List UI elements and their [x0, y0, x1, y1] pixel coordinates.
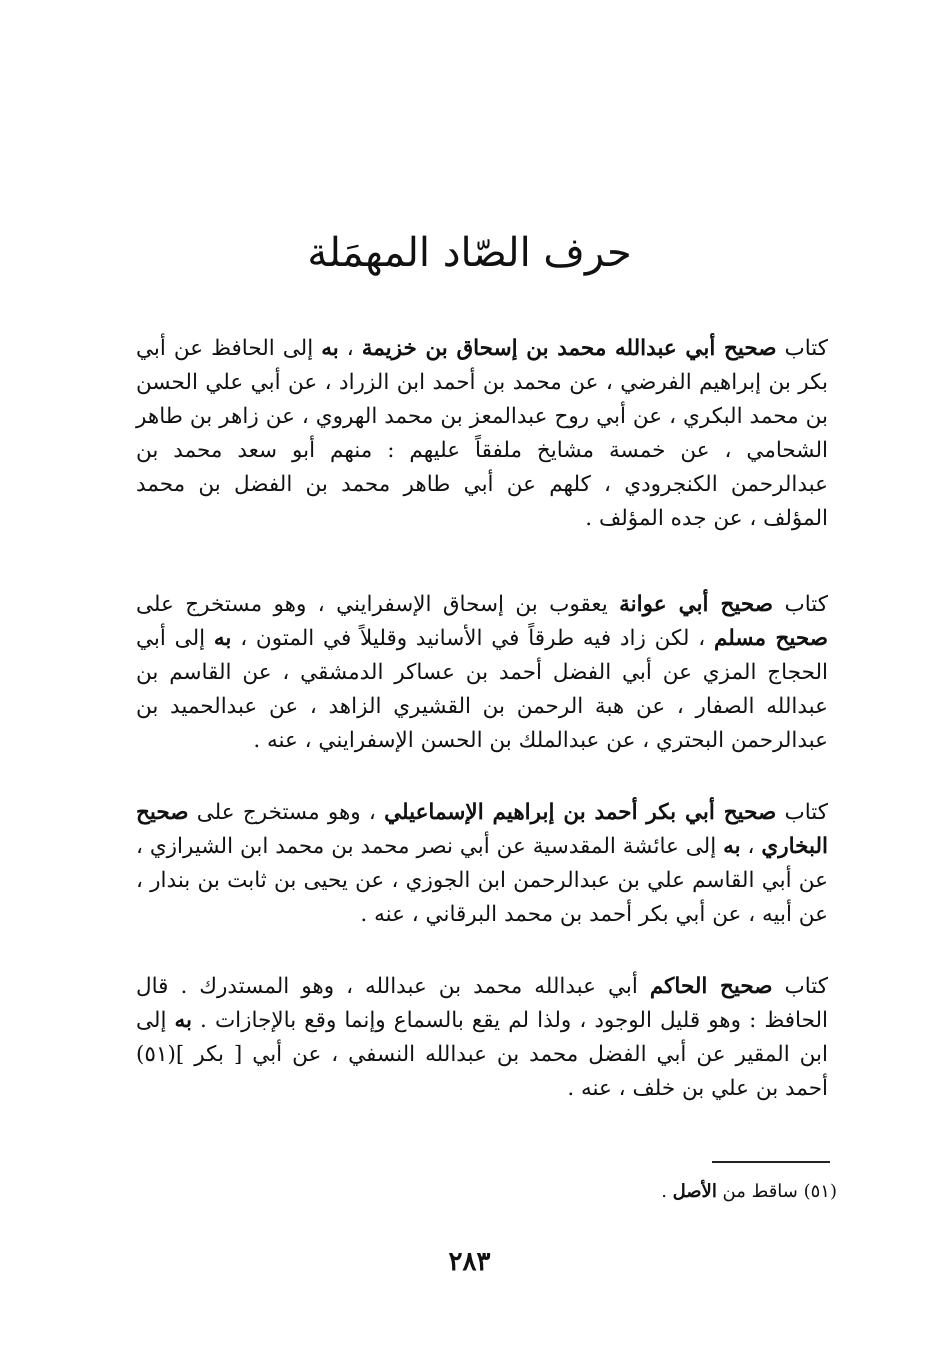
footnote: [661, 1178, 837, 1206]
entry-sahih-ibn-khuzayma: [136, 332, 828, 536]
referenced-book-title: صحيح مسلم: [713, 626, 828, 651]
chain-label: به: [321, 336, 339, 361]
footnote-text: (٥١) ساقط من: [716, 1181, 837, 1202]
entry-text: يعقوب بن إسحاق الإسفرايني ، وهو مستخرج على: [136, 592, 620, 617]
entry-intro: كتاب: [776, 800, 829, 825]
footnote-bold: الأصل: [672, 1181, 717, 1202]
entry-intro: كتاب: [773, 592, 828, 617]
separator: ،: [338, 336, 362, 361]
book-title: صحيح أبي عبدالله محمد بن إسحاق بن خزيمة: [361, 336, 777, 361]
entry-text: أبي عبدالله محمد بن عبدالله ، وهو المستدرك . قال الحافظ : وهو قليل الوجود ، ولذا لم يقع بالسماع وإنما وقع بالإجازات .: [136, 974, 828, 1033]
entry-sahih-abi-awana: [136, 588, 828, 758]
entry-text: إلى أبي الحجاج المزي عن أبي الفضل أحمد بن عساكر الدمشقي ، عن القاسم بن عبدالله الصفار ، عن هبة الرحمن بن القشيري الزاهد ، عن عبدالحميد بن عبدالرحمن البحتري ، عن عبدالملك بن الحسن الإسفرايني ، عنه .: [136, 626, 828, 753]
book-title: صحيح أبي عوانة: [619, 592, 774, 617]
book-title: صحيح أبي بكر أحمد بن إبراهيم الإسماعيلي: [384, 800, 777, 825]
chain-label: به: [723, 834, 741, 859]
referenced-book-title: صحيح البخاري: [136, 800, 829, 859]
entry-text: إلى عائشة المقدسية عن أبي نصر محمد بن محمد ابن الشيرازي ، عن أبي القاسم علي بن عبدالرحمن ابن الجوزي ، عن يحيى بن ثابت بن بندار ، عن أبيه ، عن أبي بكر أحمد بن محمد البرقاني ، عنه .: [136, 834, 828, 927]
entry-text: إلى ابن المقير عن أبي الفضل محمد بن عبدالله النسفي ، عن أبي [ بكر ](٥١) أحمد بن علي بن خلف ، عنه .: [136, 1008, 828, 1101]
entry-text: ، وهو مستخرج على: [188, 800, 385, 825]
footnote-end: .: [661, 1181, 673, 1202]
entry-text: إلى الحافظ عن أبي بكر بن إبراهيم الفرضي ، عن محمد بن أحمد ابن الزراد ، عن أبي علي الحسن بن محمد البكري ، عن أبي روح عبدالمعز بن محمد الهروي ، عن زاهر بن طاهر الشحامي ، عن خمسة مشايخ ملفقاً عليهم : منهم أبو سعد محمد بن عبدالرحمن الكنجرودي ، كلهم عن أبي طاهر محمد بن الفضل بن محمد المؤلف ، عن جده المؤلف .: [136, 336, 828, 531]
chain-label: به: [213, 626, 232, 651]
entry-text: ، لكن زاد فيه طرقاً في الأسانيد وقليلاً في المتون ،: [231, 626, 714, 651]
separator: ،: [740, 834, 762, 859]
entry-sahih-ismaili: [136, 796, 828, 932]
entry-intro: كتاب: [772, 974, 828, 999]
chain-label: به: [174, 1008, 193, 1033]
book-title: صحيح الحاكم: [649, 974, 773, 999]
entry-intro: كتاب: [776, 336, 828, 361]
entry-sahih-hakim: [136, 970, 828, 1106]
footnote-divider: [712, 1161, 830, 1163]
section-heading: حرف الصّاد المهمَلة: [307, 230, 632, 276]
page-number: ٢٨٣: [448, 1247, 491, 1277]
